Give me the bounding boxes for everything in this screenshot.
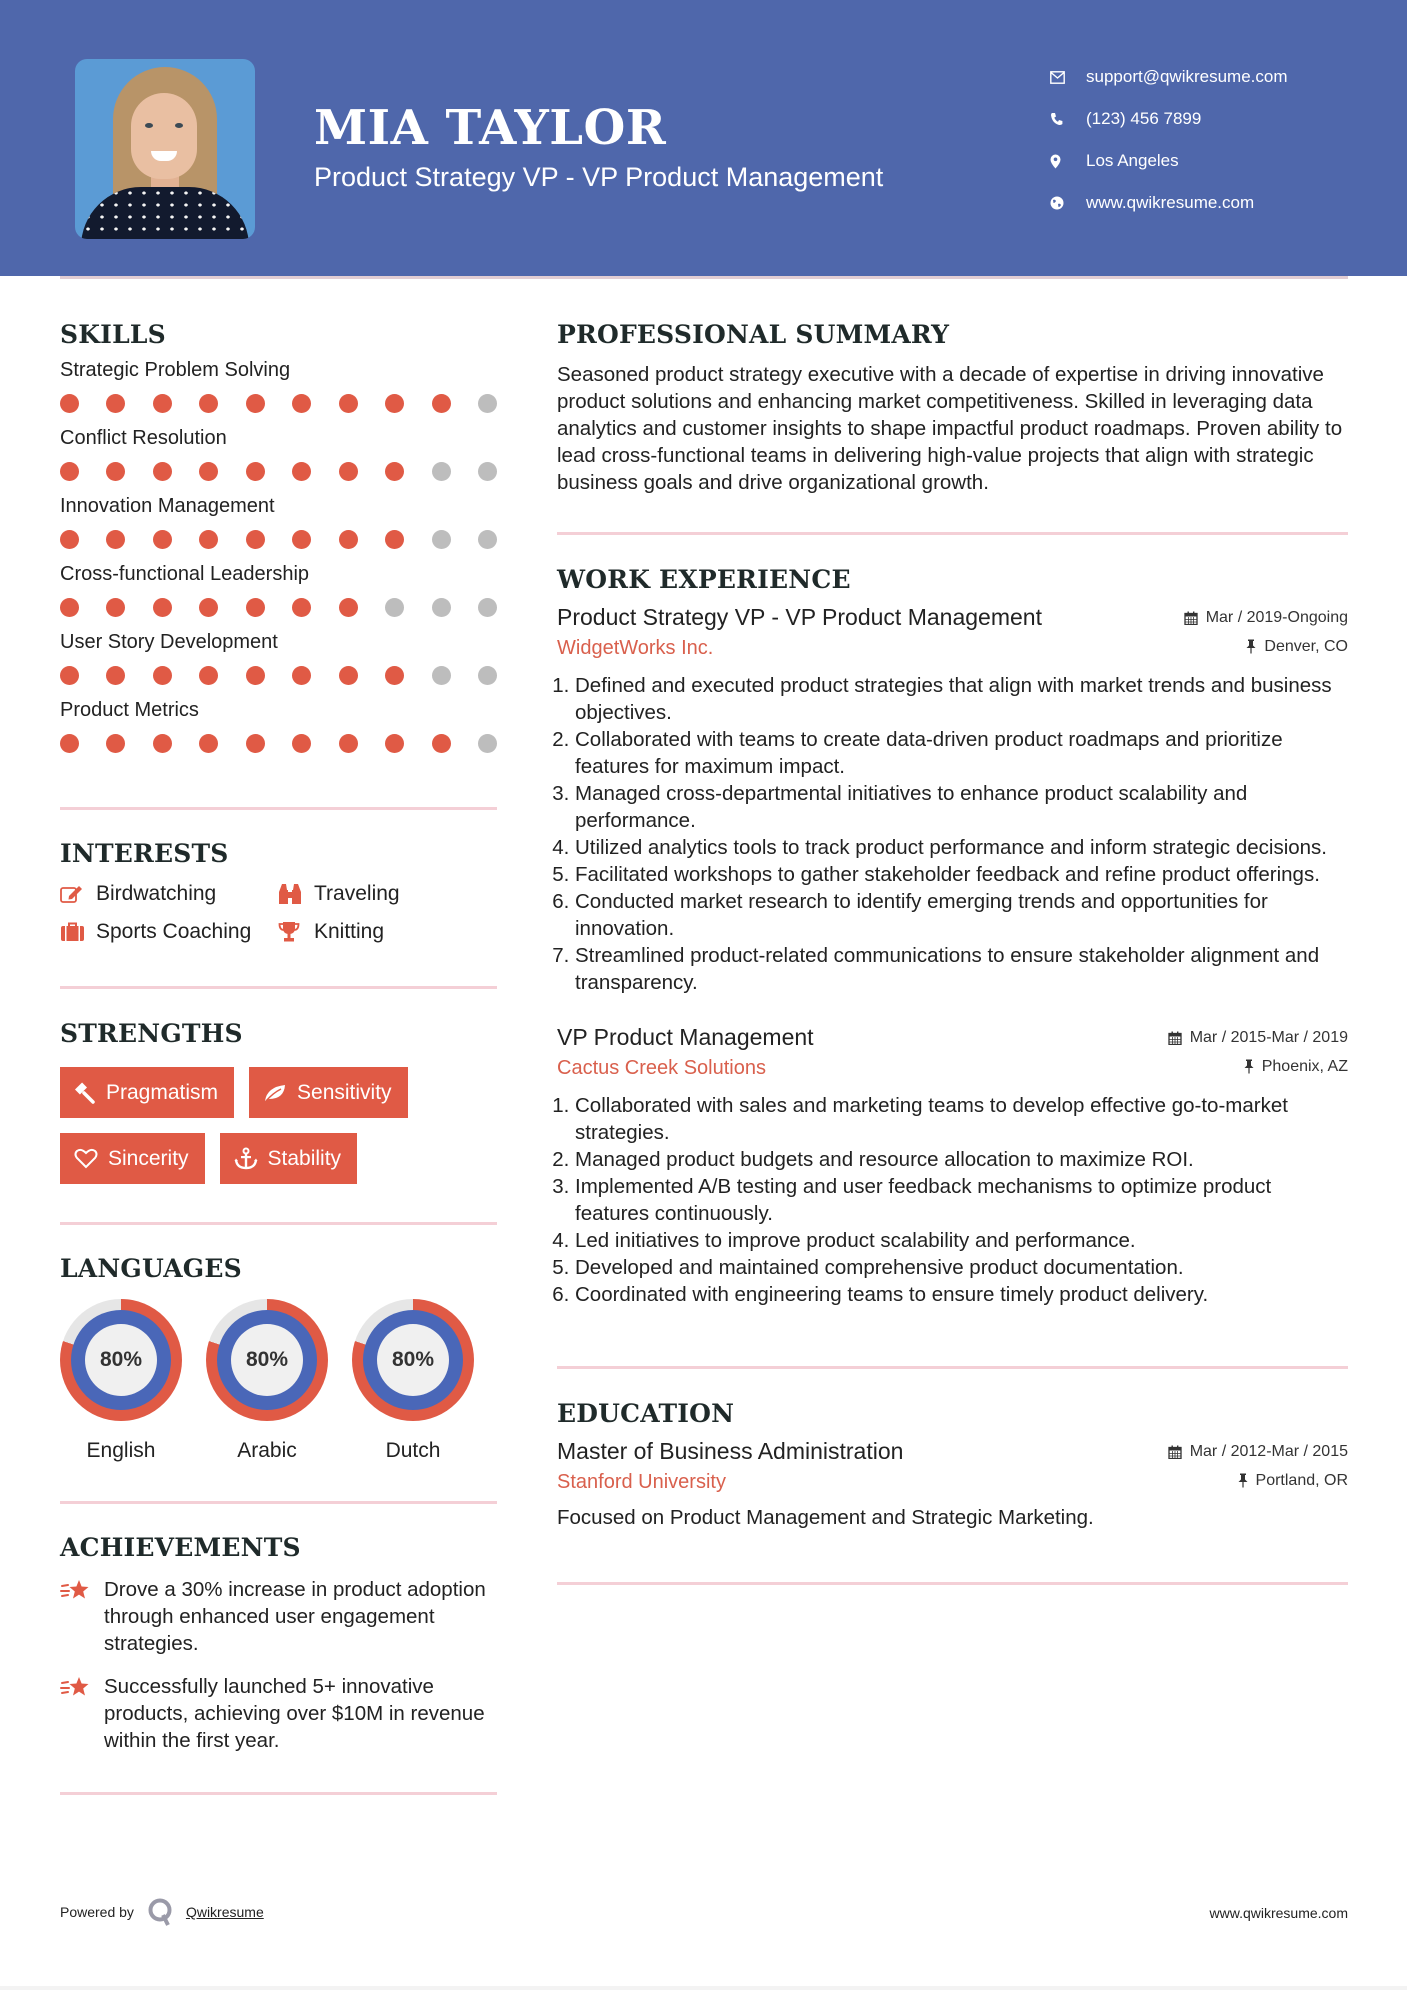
rating-dot-filled [432,734,451,753]
school-name: Stanford University [557,1471,726,1493]
section-divider [557,1366,1348,1369]
suitcase-icon [60,922,96,942]
interests-list [60,882,497,944]
skill-rating [60,734,497,753]
achievement-item [60,1576,497,1657]
skill-name: Conflict Resolution [60,427,227,449]
pushpin-icon [1246,639,1256,654]
strengths-section [60,1019,497,1184]
rating-dot-filled [292,734,311,753]
pushpin-icon [1244,1059,1254,1074]
experience-heading: WORK EXPERIENCE [557,565,851,594]
pushpin-icon [1238,1473,1248,1488]
language-name: English [86,1439,156,1462]
job-bullet: 3. Managed cross-departmental initiatives to enhance product scalability and performance. [575,780,1348,834]
interest-item [278,882,497,906]
rating-dot-filled [199,666,218,685]
rating-dot-filled [246,666,265,685]
achievements-heading: ACHIEVEMENTS [60,1533,301,1562]
leaf-icon [263,1083,287,1103]
skill-rating [60,598,497,617]
contact-location [1050,140,1288,182]
candidate-title: Product Strategy VP - VP Product Management [314,162,884,192]
job-entry [557,604,1348,996]
rating-dot-filled [106,598,125,617]
rating-dot-filled [199,598,218,617]
heart-icon [74,1148,98,1169]
powered-by-label: Powered by [60,1904,134,1920]
phone-icon [1050,112,1086,126]
contact-location-text: Los Angeles [1086,151,1179,170]
skill-name: Cross-functional Leadership [60,563,310,585]
rating-dot-filled [292,666,311,685]
rating-dot-empty [478,394,497,413]
interest-item [60,882,278,906]
strength-label: Stability [267,1146,342,1170]
strength-badge [220,1133,358,1184]
language-item [60,1299,182,1463]
interest-label: Traveling [314,882,400,905]
rating-dot-filled [292,462,311,481]
languages-section [60,1254,497,1463]
header-banner [0,0,1407,276]
job-dates: Mar / 2019-Ongoing [1184,609,1348,627]
rating-dot-filled [292,598,311,617]
job-bullet: 4. Utilized analytics tools to track product performance and inform strategic decisions. [575,834,1348,861]
rating-dot-filled [199,462,218,481]
binoculars-icon [278,883,314,905]
job-bullet: 2. Managed product budgets and resource allocation to maximize ROI. [575,1146,1348,1173]
rating-dot-empty [432,462,451,481]
achievement-item [60,1673,497,1754]
anchor-icon [234,1147,258,1171]
interest-label: Birdwatching [96,882,217,905]
rating-dot-filled [385,530,404,549]
rating-dot-filled [246,598,265,617]
degree-title: Master of Business Administration [557,1438,904,1464]
rating-dot-filled [292,394,311,413]
section-divider [557,532,1348,535]
job-bullet: 5. Facilitated workshops to gather stakeholder feedback and refine product offerings. [575,861,1348,888]
rating-dot-filled [199,394,218,413]
qwikresume-link[interactable]: Qwikresume [185,1904,264,1920]
edit-icon [60,884,96,904]
summary-text: Seasoned product strategy executive with a decade of expertise in driving innovative product solutions and enhancing market competitiveness. Skilled in leveraging data analytics and customer insights to shape impactful product roadmaps. Proven ability to lead cross-functional teams in delivering high-value projects that align with strategic business goals and drive organizational growth. [557,363,1343,494]
profile-photo [75,59,255,239]
interest-label: Sports Coaching [96,920,252,943]
candidate-name: MIA TAYLOR [314,100,667,156]
rating-dot-filled [339,734,358,753]
rating-dot-filled [153,530,172,549]
job-dates: Mar / 2015-Mar / 2019 [1168,1029,1348,1047]
rating-dot-filled [153,734,172,753]
header-divider [60,276,1348,279]
rating-dot-filled [339,462,358,481]
envelope-icon [1050,71,1086,84]
languages-list [60,1299,497,1463]
education-section [557,1399,1348,1530]
rating-dot-filled [385,394,404,413]
company-name: Cactus Creek Solutions [557,1057,766,1079]
education-description: Focused on Product Management and Strategic Marketing. [557,1506,1094,1529]
footer-powered-by [60,1898,264,1926]
strength-badge [60,1133,205,1184]
section-divider [557,1582,1348,1585]
section-divider [60,1792,497,1795]
job-location: Denver, CO [1246,638,1348,656]
bottom-strip [0,1986,1407,1990]
rating-dot-empty [478,462,497,481]
rating-dot-filled [60,530,79,549]
calendar-icon [1168,1031,1182,1045]
gavel-icon [74,1082,96,1104]
rating-dot-filled [292,530,311,549]
shooting-star-icon [60,1576,104,1657]
job-bullet: 4. Led initiatives to improve product scalability and performance. [575,1227,1348,1254]
rating-dot-filled [199,734,218,753]
skills-list [60,359,497,753]
language-percent: 80% [85,1324,157,1396]
globe-icon [1050,196,1086,210]
rating-dot-filled [246,530,265,549]
skills-section [60,320,497,753]
skill-name: Strategic Problem Solving [60,359,291,381]
rating-dot-filled [153,666,172,685]
job-bullets [557,1092,1348,1308]
rating-dot-filled [339,666,358,685]
shooting-star-icon [60,1673,104,1754]
strength-label: Sincerity [108,1146,189,1170]
language-name: Dutch [385,1439,441,1462]
summary-section [557,320,1348,496]
language-name: Arabic [237,1439,297,1462]
skill-rating [60,394,497,413]
achievement-text: Drove a 30% increase in product adoption through enhanced user engagement strategies. [104,1578,486,1655]
rating-dot-filled [385,666,404,685]
rating-dot-filled [385,734,404,753]
contact-email-text: support@qwikresume.com [1086,67,1288,86]
education-heading: EDUCATION [557,1399,735,1428]
education-entry [557,1438,1348,1530]
rating-dot-filled [106,666,125,685]
rating-dot-filled [60,394,79,413]
job-bullet: 5. Developed and maintained comprehensive product documentation. [575,1254,1348,1281]
job-bullet: 1. Defined and executed product strategies that align with market trends and business objectives. [575,672,1348,726]
interest-item [60,920,278,944]
skills-heading: SKILLS [60,320,166,349]
footer-website[interactable]: www.qwikresume.com [1209,1905,1348,1921]
language-percent: 80% [377,1324,449,1396]
languages-heading: LANGUAGES [60,1254,242,1283]
rating-dot-empty [432,598,451,617]
job-bullet: 1. Collaborated with sales and marketing teams to develop effective go-to-market strategies. [575,1092,1348,1146]
rating-dot-filled [339,530,358,549]
contact-website-text: www.qwikresume.com [1086,193,1255,212]
qwikresume-logo-icon [148,1898,174,1926]
experience-section [557,565,1348,1308]
skill-name: Product Metrics [60,699,199,721]
interests-section [60,839,497,944]
skill-rating [60,462,497,481]
language-progress-ring [60,1299,182,1421]
rating-dot-filled [339,394,358,413]
rating-dot-filled [106,530,125,549]
rating-dot-empty [432,666,451,685]
left-column [60,320,497,1795]
rating-dot-filled [385,462,404,481]
rating-dot-filled [432,394,451,413]
rating-dot-filled [153,462,172,481]
skill-rating [60,530,497,549]
job-title: VP Product Management [557,1024,814,1050]
section-divider [60,1222,497,1225]
language-percent: 80% [231,1324,303,1396]
section-divider [60,986,497,989]
strength-badge [60,1067,234,1118]
rating-dot-empty [478,598,497,617]
job-location: Phoenix, AZ [1244,1058,1348,1076]
summary-heading: PROFESSIONAL SUMMARY [557,320,950,349]
job-bullet: 2. Collaborated with teams to create data-driven product roadmaps and prioritize features for maximum impact. [575,726,1348,780]
rating-dot-empty [432,530,451,549]
job-entry [557,1024,1348,1308]
rating-dot-filled [153,598,172,617]
rating-dot-empty [478,530,497,549]
rating-dot-filled [106,734,125,753]
right-column [557,320,1348,1585]
strength-label: Sensitivity [297,1080,392,1104]
job-bullets [557,672,1348,996]
rating-dot-filled [339,598,358,617]
contact-list [1050,56,1288,224]
strength-badge [249,1067,408,1118]
skill-name: Innovation Management [60,495,275,517]
education-dates: Mar / 2012-Mar / 2015 [1168,1443,1348,1461]
rating-dot-filled [60,462,79,481]
rating-dot-filled [60,734,79,753]
language-item [206,1299,328,1463]
rating-dot-filled [153,394,172,413]
contact-phone-text: (123) 456 7899 [1086,109,1202,128]
education-location: Portland, OR [1238,1472,1348,1490]
achievements-section [60,1533,497,1754]
rating-dot-empty [478,666,497,685]
job-bullet: 3. Implemented A/B testing and user feedback mechanisms to optimize product features continuously. [575,1173,1348,1227]
section-divider [60,807,497,810]
rating-dot-filled [106,394,125,413]
job-bullet: 6. Coordinated with engineering teams to ensure timely product delivery. [575,1281,1348,1308]
rating-dot-empty [478,734,497,753]
rating-dot-filled [60,666,79,685]
section-divider [60,1501,497,1504]
strength-label: Pragmatism [106,1080,219,1104]
skill-rating [60,666,497,685]
job-bullet: 7. Streamlined product-related communications to ensure stakeholder alignment and transparency. [575,942,1348,996]
rating-dot-filled [60,598,79,617]
language-progress-ring [206,1299,328,1421]
language-progress-ring [352,1299,474,1421]
strengths-list [60,1067,497,1184]
company-name: WidgetWorks Inc. [557,637,714,659]
calendar-icon [1168,1445,1182,1459]
contact-phone[interactable] [1050,98,1288,140]
strengths-heading: STRENGTHS [60,1019,243,1048]
interest-item [278,920,497,944]
contact-email[interactable] [1050,56,1288,98]
map-marker-icon [1050,154,1086,169]
interests-heading: INTERESTS [60,839,229,868]
trophy-icon [278,921,314,943]
job-bullet: 6. Conducted market research to identify emerging trends and opportunities for innovation. [575,888,1348,942]
rating-dot-filled [246,734,265,753]
contact-website[interactable] [1050,182,1288,224]
rating-dot-filled [246,462,265,481]
achievement-text: Successfully launched 5+ innovative products, achieving over $10M in revenue within the first year. [104,1675,485,1752]
rating-dot-filled [246,394,265,413]
rating-dot-filled [199,530,218,549]
calendar-icon [1184,611,1198,625]
job-title: Product Strategy VP - VP Product Management [557,604,1042,630]
rating-dot-filled [106,462,125,481]
interest-label: Knitting [314,920,385,943]
rating-dot-empty [385,598,404,617]
language-item [352,1299,474,1463]
skill-name: User Story Development [60,631,278,653]
